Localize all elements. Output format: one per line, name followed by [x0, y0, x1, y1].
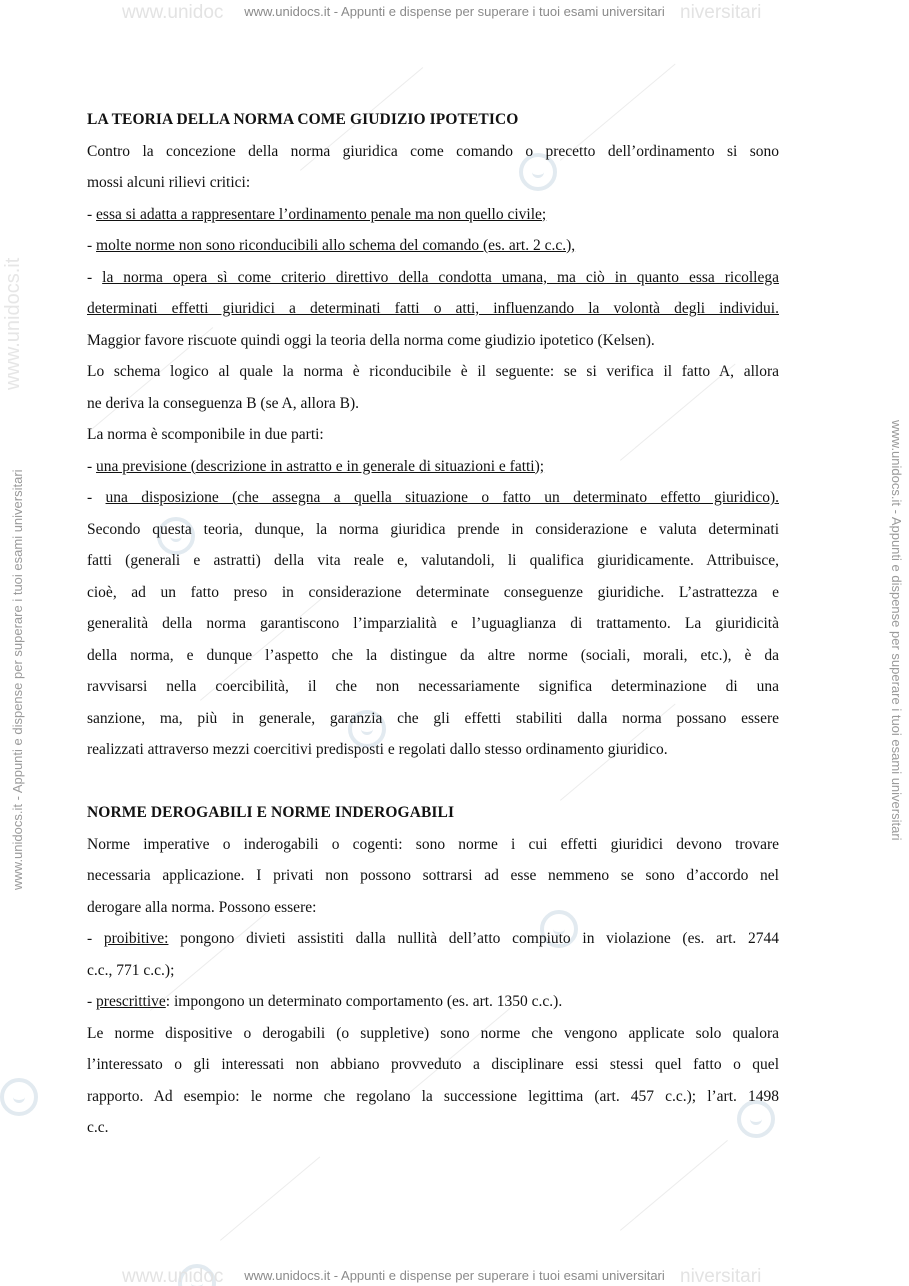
paragraph-line: Le norme dispositive o derogabili (o suppletive) sono norme che vengono applicate solo qualora	[87, 1024, 779, 1042]
list-dash: -	[87, 489, 106, 506]
list-item-continuation	[87, 955, 779, 987]
watermark-banner-left: www.unidocs.it - Appunti e dispense per superare i tuoi esami universitari	[10, 469, 25, 890]
paragraph-line: necessaria applicazione. I privati non possono sottrarsi ad esse nemmeno se sono d’accordo nel	[87, 867, 779, 884]
section-spacer	[87, 766, 779, 798]
list-item-text: molte norme non sono riconducibili allo schema del comando (es. art. 2 c.c.),	[96, 237, 576, 254]
watermark-ghost-text: niversitari	[680, 2, 762, 23]
watermark-line	[220, 1156, 320, 1240]
watermark-ghost-text: www.unidoc	[122, 1266, 224, 1286]
list-item	[87, 986, 779, 1018]
paragraph-line: ravvisarsi nella coercibilità, il che non necessariamente significa determinazione di una	[87, 678, 779, 695]
list-item-text: : impongono un determinato comportamento (es. art. 1350 c.c.).	[165, 993, 563, 1010]
list-dash: -	[87, 268, 103, 286]
paragraph-line: l’interessato o gli interessati non abbiano provveduto a disciplinare essi stessi quel fatto o quel	[87, 1056, 779, 1073]
watermark-logo-icon	[0, 1078, 38, 1116]
watermark-line	[620, 1140, 728, 1231]
watermark-banner-top: www.unidocs.it - Appunti e dispense per superare i tuoi esami universitari	[244, 4, 665, 19]
list-item	[87, 482, 779, 514]
list-dash: -	[87, 993, 97, 1010]
paragraph-line: fatti (generali e astratti) della vita reale e, valutandoli, li qualifica giuridicamente. Attribuisce,	[87, 552, 779, 569]
paragraph-line: della norma, e dunque l’aspetto che la distingue da altre norme (sociali, morali, etc.), è da	[87, 646, 779, 664]
paragraph-line: sanzione, ma, più in generale, garanzia che gli effetti stabiliti dalla norma possano essere	[87, 709, 779, 727]
watermark-banner-bottom: www.unidocs.it - Appunti e dispense per superare i tuoi esami universitari	[244, 1268, 665, 1283]
paragraph-line: generalità della norma garantiscono l’imparzialità e l’uguaglianza di trattamento. La giuridicità	[87, 615, 779, 632]
paragraph-line: cioè, ad un fatto preso in considerazione determinate conseguenze giuridiche. L’astrattezza e	[87, 583, 779, 601]
paragraph-line: Lo schema logico al quale la norma è riconducibile è il seguente: se si verifica il fatto A, allora	[87, 363, 779, 380]
document-body	[87, 104, 779, 1144]
section-title: LA TEORIA DELLA NORMA COME GIUDIZIO IPOTETICO	[87, 111, 519, 128]
paragraph-line: La norma è scomponibile in due parti:	[87, 426, 324, 443]
paragraph-line: Norme imperative o inderogabili o cogenti: sono norme i cui effetti giuridici devono trovare	[87, 835, 779, 853]
paragraph-line: derogare alla norma. Possono essere:	[87, 898, 317, 916]
list-item-end: ;	[170, 961, 175, 979]
section-title: NORME DEROGABILI E NORME INDEROGABILI	[87, 804, 455, 821]
paragraph-line: ne deriva la conseguenza B (se A, allora B).	[87, 394, 360, 412]
list-item	[87, 230, 779, 262]
paragraph-line: mossi alcuni rilievi critici:	[87, 174, 251, 191]
watermark-ghost-text: www.unidocs.it	[2, 257, 24, 390]
list-item-text: una previsione (descrizione in astratto e in generale di situazioni e fatti);	[96, 457, 545, 475]
list-dash: -	[87, 237, 97, 254]
paragraph-line: c.c.	[87, 1119, 109, 1136]
list-dash: -	[87, 205, 97, 223]
list-item	[87, 923, 779, 955]
paragraph-line: Secondo questa teoria, dunque, la norma giuridica prende in considerazione e valuta determinati	[87, 520, 779, 538]
list-dash: -	[87, 930, 104, 947]
list-item-term: proibitive:	[103, 930, 169, 947]
list-item-term: prescrittive	[96, 993, 166, 1010]
list-item-text: pongono divieti assistiti dalla nullità dell’atto compiuto in violazione (es. art. 2744	[168, 930, 779, 947]
paragraph-line: Maggior favore riscuote quindi oggi la teoria della norma come giudizio ipotetico (Kelsen).	[87, 331, 655, 349]
list-item-text: essa si adatta a rappresentare l’ordinamento penale ma non quello civile;	[96, 205, 547, 223]
paragraph-line: Contro la concezione della norma giuridica come comando o precetto dell’ordinamento si sono	[87, 142, 779, 160]
list-item-text: la norma opera sì come criterio direttivo della condotta umana, ma ciò in quanto essa ricollega	[102, 268, 779, 286]
list-item	[87, 199, 779, 231]
list-item-text: c.c., 771 c.c.)	[87, 961, 171, 979]
watermark-ghost-text: www.unidoc	[122, 2, 224, 23]
watermark-banner-right: www.unidocs.it - Appunti e dispense per superare i tuoi esami universitari	[889, 420, 904, 841]
paragraph-line: rapporto. Ad esempio: le norme che regolano la successione legittima (art. 457 c.c.); l’art. 1498	[87, 1087, 779, 1105]
list-item-text: determinati effetti giuridici a determinati fatti o atti, influenzando la volontà degli individui.	[87, 300, 779, 317]
list-dash: -	[87, 457, 97, 475]
paragraph-line: realizzati attraverso mezzi coercitivi predisposti e regolati dallo stesso ordinamento giuridico.	[87, 741, 668, 758]
list-item-text: una disposizione (che assegna a quella situazione o fatto un determinato effetto giuridico).	[105, 489, 779, 506]
list-item	[87, 262, 779, 294]
list-item	[87, 451, 779, 483]
watermark-ghost-text: niversitari	[680, 1266, 762, 1286]
list-item-continuation	[87, 293, 779, 325]
